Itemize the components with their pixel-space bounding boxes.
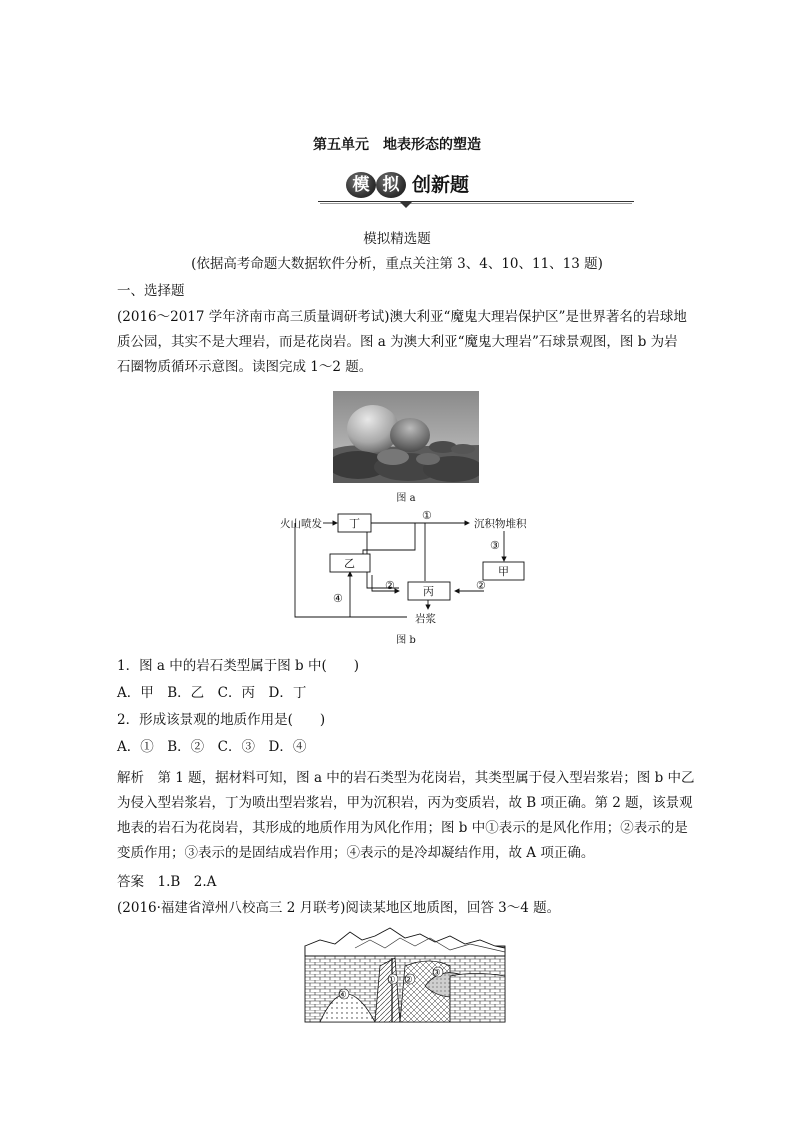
node-bing: 丙 <box>423 585 434 598</box>
arrow-label-3: ③ <box>490 539 500 552</box>
question-stem: 2．形成该景观的地质作用是( ) <box>117 712 326 728</box>
banner-pointer <box>400 202 412 208</box>
banner-rule <box>320 203 632 204</box>
arrow-label-1: ① <box>422 509 432 522</box>
banner-badge: 拟 <box>376 172 406 198</box>
question-1 <box>117 654 707 760</box>
analysis <box>117 766 707 866</box>
node-volcano: 火山喷发 <box>280 518 322 530</box>
geo-label: ④ <box>338 990 347 1001</box>
focus-note: (依据高考命题大数据软件分析，重点关注第 3、4、10、11、13 题) <box>191 256 603 272</box>
arrow-label-2: ② <box>476 579 486 592</box>
arrow-label-4: ④ <box>333 592 343 605</box>
text-line: 质公园，其实不是大理岩，而是花岗岩。图 a 为澳大利亚“魔鬼大理岩”石球景观图，图 b 为岩 <box>117 334 678 350</box>
question-options: A．① B．② C．③ D．④ <box>117 739 307 755</box>
node-jia: 甲 <box>498 565 509 578</box>
node-yi: 乙 <box>344 557 355 570</box>
node-ding: 丁 <box>349 517 360 530</box>
text-line: 地表的岩石为花岗岩，其形成的地质作用为风化作用；图 b 中①表示的是风化作用；②表示的是 <box>117 820 688 836</box>
answer: 答案 1.B 2.A <box>117 874 217 890</box>
text-line: 变质作用；③表示的是固结成岩作用；④表示的是冷却凝结作用，故 A 项正确。 <box>117 845 595 861</box>
intro-paragraph-2: (2016·福建省漳州八校高三 2 月联考)阅读某地区地质图，回答 3～4 题。 <box>117 900 561 916</box>
text-line: 解析 第 1 题，据材料可知，图 a 中的岩石类型为花岗岩，其类型属于侵入型岩浆岩；图 b 中乙 <box>117 770 695 786</box>
geologic-section-figure <box>300 926 510 1024</box>
arrow-label-2: ② <box>385 579 395 592</box>
geo-label: ① <box>387 975 396 986</box>
text-line: (2016～2017 学年济南市高三质量调研考试)澳大利亚“魔鬼大理岩保护区”是世界著名的岩球地 <box>117 309 687 325</box>
banner-badge: 模 <box>346 172 376 198</box>
section-banner <box>318 170 634 210</box>
banner-rule <box>318 201 634 202</box>
figure-b-caption: 图 b <box>396 635 416 646</box>
chapter-title: 第五单元 地表形态的塑造 <box>313 137 481 153</box>
rock-cycle-diagram <box>275 505 535 625</box>
figure-a-caption: 图 a <box>396 493 416 504</box>
text-line: 为侵入型岩浆岩，丁为喷出型岩浆岩，甲为沉积岩，丙为变质岩，故 B 项正确。第 2 题，该景观 <box>117 795 693 811</box>
geo-label: ③ <box>432 968 441 979</box>
node-magma: 岩浆 <box>415 613 436 625</box>
banner-word: 创新题 <box>412 174 470 196</box>
question-stem: 1．图 a 中的岩石类型属于图 b 中( ) <box>117 658 359 674</box>
text-line: 石圈物质循环示意图。读图完成 1～2 题。 <box>117 359 373 375</box>
boulder-photo <box>333 391 479 483</box>
question-options: A．甲 B．乙 C．丙 D．丁 <box>117 685 307 701</box>
intro-paragraph <box>117 305 707 380</box>
node-sediment: 沉积物堆积 <box>474 518 527 530</box>
section-title: 模拟精选题 <box>363 231 431 247</box>
part-heading: 一、选择题 <box>117 283 185 299</box>
geo-label: ② <box>404 975 413 986</box>
